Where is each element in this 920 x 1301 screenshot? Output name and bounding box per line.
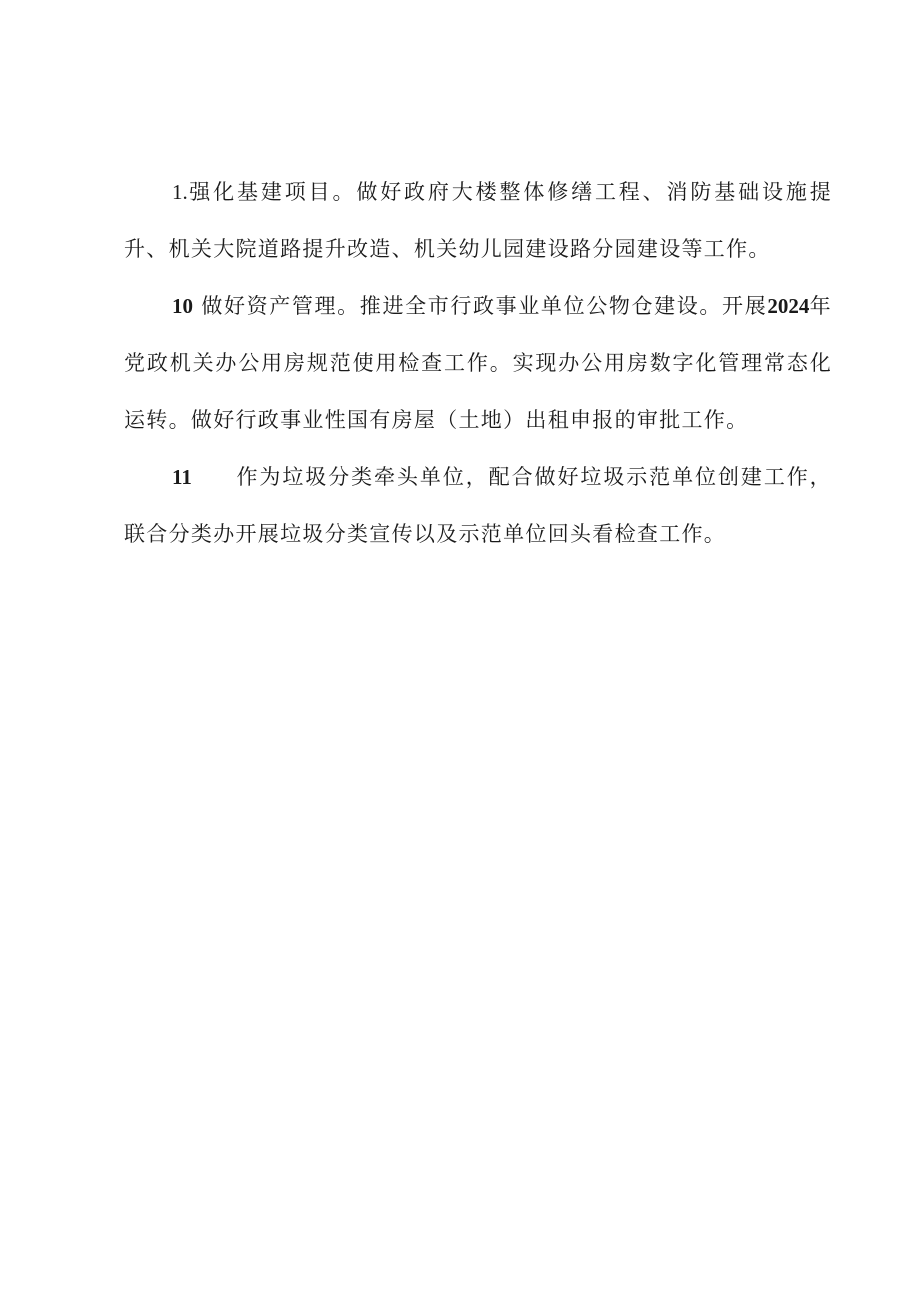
- paragraph-1: [124, 164, 832, 278]
- paragraph-11-number: 11: [172, 465, 192, 489]
- paragraph-1-text: 强化基建项目。做好政府大楼整体修缮工程、消防基础设施提升、机关大院道路提升改造、机关幼儿园建设路分园建设等工作。: [124, 180, 832, 261]
- paragraph-10: [124, 278, 832, 449]
- paragraph-10-text-a: 做好资产管理。推进全市行政事业单位公物仓建设。开展: [193, 294, 768, 318]
- paragraph-11-text: 作为垃圾分类牵头单位，配合做好垃圾示范单位创建工作，联合分类办开展垃圾分类宣传以及示范单位回头看检查工作。: [124, 465, 832, 546]
- paragraph-11: [124, 449, 832, 563]
- paragraph-10-number: 10: [172, 294, 193, 318]
- document-body: [124, 164, 832, 563]
- paragraph-1-number: 1.: [172, 180, 188, 204]
- paragraph-10-year: 2024: [767, 294, 810, 318]
- paragraph-10-text-b: 年党政机关办公用房规范使用检查工作。实现办公用房数字化管理常态化运转。做好行政事业性国有房屋（土地）出租申报的审批工作。: [124, 294, 832, 432]
